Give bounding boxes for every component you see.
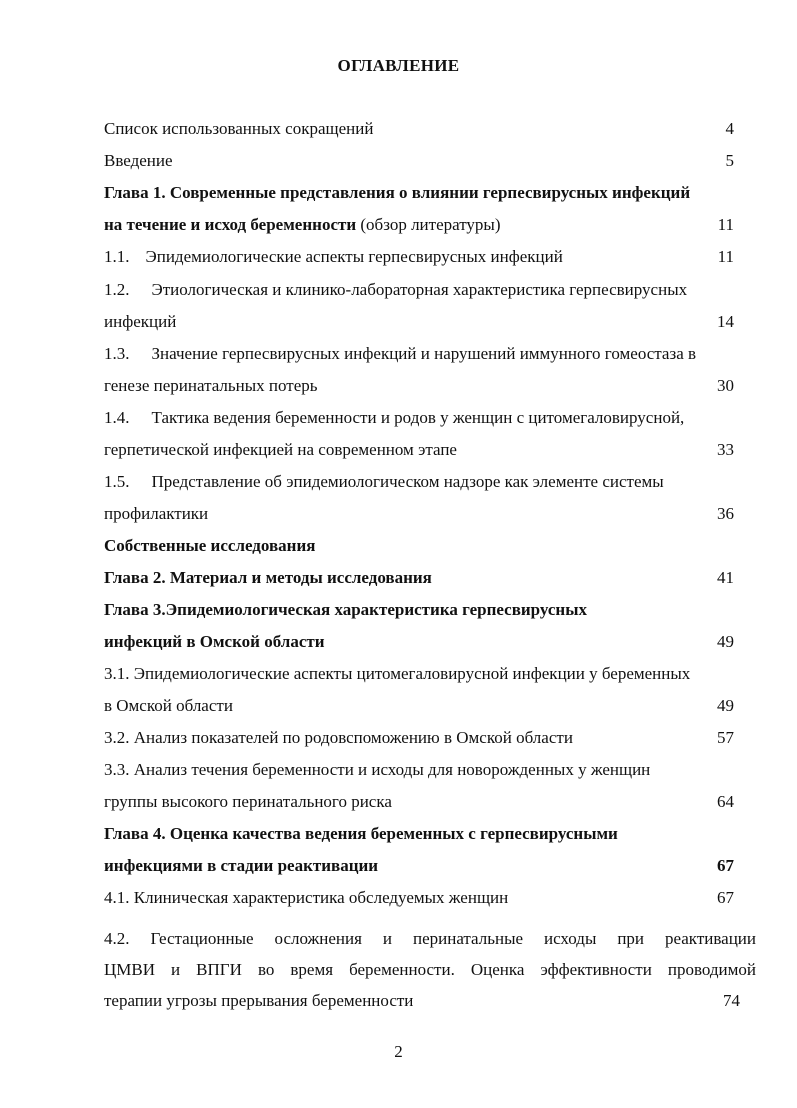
- toc-entry: [104, 823, 754, 845]
- toc-entry: [104, 727, 754, 749]
- toc-entry: [104, 439, 754, 461]
- toc-entry: [104, 567, 754, 589]
- toc-entry: [104, 375, 754, 397]
- toc-entry-text: в Омской области: [104, 696, 233, 715]
- toc-entry-page: 64: [717, 792, 734, 811]
- toc-entry-page: 49: [717, 632, 734, 651]
- toc-entry-text: профилактики: [104, 504, 209, 523]
- toc-entry-text: герпетической инфекцией на современном этапе: [104, 440, 457, 459]
- toc-entry-page: 67: [717, 856, 734, 875]
- page-number: 2: [394, 1042, 403, 1061]
- toc-entry-text: группы высокого перинатального риска: [104, 792, 392, 811]
- toc-entry-page: 33: [717, 440, 734, 459]
- toc-entry: [104, 695, 754, 717]
- toc-entry: [104, 503, 754, 525]
- toc-entry-text: инфекций в Омской области: [104, 632, 325, 651]
- toc-entry-justified-line: ЦМВИ и ВПГИ во время беременности. Оценка эффективности проводимой: [104, 960, 756, 979]
- toc-entry-text: 3.1. Эпидемиологические аспекты цитомегаловирусной инфекции у беременных: [104, 664, 691, 683]
- toc-entry: [104, 150, 754, 172]
- toc-entry-text: Глава 4. Оценка качества ведения беременных с герпесвирусными: [104, 824, 618, 843]
- toc-entry: [104, 599, 754, 621]
- toc-entry-text: Глава 3.Эпидемиологическая характеристика герпесвирусных: [104, 600, 587, 619]
- toc-entry: [104, 407, 754, 429]
- toc-entry-text: инфекциями в стадии реактивации: [104, 856, 379, 875]
- toc-entry-justified-line: 4.2. Гестационные осложнения и перинатальные исходы при реактивации: [104, 929, 756, 948]
- toc-entry-number: 1.1.: [104, 247, 130, 266]
- toc-entry-text: Эпидемиологические аспекты герпесвирусных инфекций: [145, 247, 563, 266]
- toc-entry: [104, 855, 754, 877]
- toc-entry-text: инфекций: [104, 312, 177, 331]
- toc-entry-page: 41: [717, 568, 734, 587]
- toc-entry-text: 4.1. Клиническая характеристика обследуемых женщин: [104, 888, 509, 907]
- toc-entry-number: 1.2.: [104, 280, 130, 299]
- toc-entry-text: Представление об эпидемиологическом надзоре как элементе системы: [151, 472, 664, 491]
- toc-entry: [104, 663, 754, 685]
- toc-entry-text: 3.3. Анализ течения беременности и исходы для новорожденных у женщин: [104, 760, 651, 779]
- toc-entry-page: 11: [717, 215, 734, 234]
- toc-entry-number: 1.4.: [104, 408, 130, 427]
- toc-entry: [104, 279, 754, 301]
- toc-entry-text: 3.2. Анализ показателей по родовспоможению в Омской области: [104, 728, 573, 747]
- toc-entry: [104, 990, 754, 1012]
- toc-entry-text: Этиологическая и клинико-лабораторная характеристика герпесвирусных: [151, 280, 688, 299]
- toc-entry: [104, 182, 754, 204]
- toc-entry: [104, 791, 754, 813]
- toc-entry-text: Введение: [104, 151, 173, 170]
- toc-entry: [104, 214, 754, 236]
- toc-entry-page: 49: [717, 696, 734, 715]
- toc-entry-page: 4: [725, 119, 734, 138]
- toc-entry-text: Глава 1. Современные представления о влиянии герпесвирусных инфекций: [104, 183, 691, 202]
- toc-entry: [104, 887, 754, 909]
- toc-entry: [104, 343, 754, 365]
- toc-entry-text: Собственные исследования: [104, 536, 316, 555]
- toc-entry-text-bold: на течение и исход беременности: [104, 215, 357, 234]
- toc-entry-page: 11: [717, 247, 734, 266]
- toc-entry-page: 67: [717, 888, 734, 907]
- toc-entry: [104, 759, 754, 781]
- toc-entry-page: 30: [717, 376, 734, 395]
- toc-entry-page: 5: [725, 151, 734, 170]
- toc-entry-number: 1.3.: [104, 344, 130, 363]
- toc-entry-text: Значение герпесвирусных инфекций и нарушений иммунного гомеостаза в: [151, 344, 697, 363]
- toc-entry-number: 1.5.: [104, 472, 130, 491]
- toc-entry-text: Тактика ведения беременности и родов у женщин с цитомегаловирусной,: [151, 408, 685, 427]
- toc-entry-page: 74: [723, 991, 740, 1010]
- toc-entry: [104, 118, 754, 140]
- toc-entry-text: Список использованных сокращений: [104, 119, 374, 138]
- toc-entry: [104, 631, 754, 653]
- toc-entry-text: терапии угрозы прерывания беременности: [104, 991, 414, 1010]
- toc-entry-text-normal: (обзор литературы): [356, 215, 501, 234]
- toc-entry-text: генезе перинатальных потерь: [104, 376, 318, 395]
- toc-entry: [104, 246, 754, 268]
- toc-entry-page: 57: [717, 728, 734, 747]
- toc-entry: [104, 311, 754, 333]
- toc-entry: [104, 471, 754, 493]
- toc-entry-page: 14: [717, 312, 734, 331]
- toc-entry-text: Глава 2. Материал и методы исследования: [104, 568, 432, 587]
- toc-entry-page: 36: [717, 504, 734, 523]
- toc-title: ОГЛАВЛЕНИЕ: [337, 56, 460, 75]
- toc-entry: [104, 535, 754, 557]
